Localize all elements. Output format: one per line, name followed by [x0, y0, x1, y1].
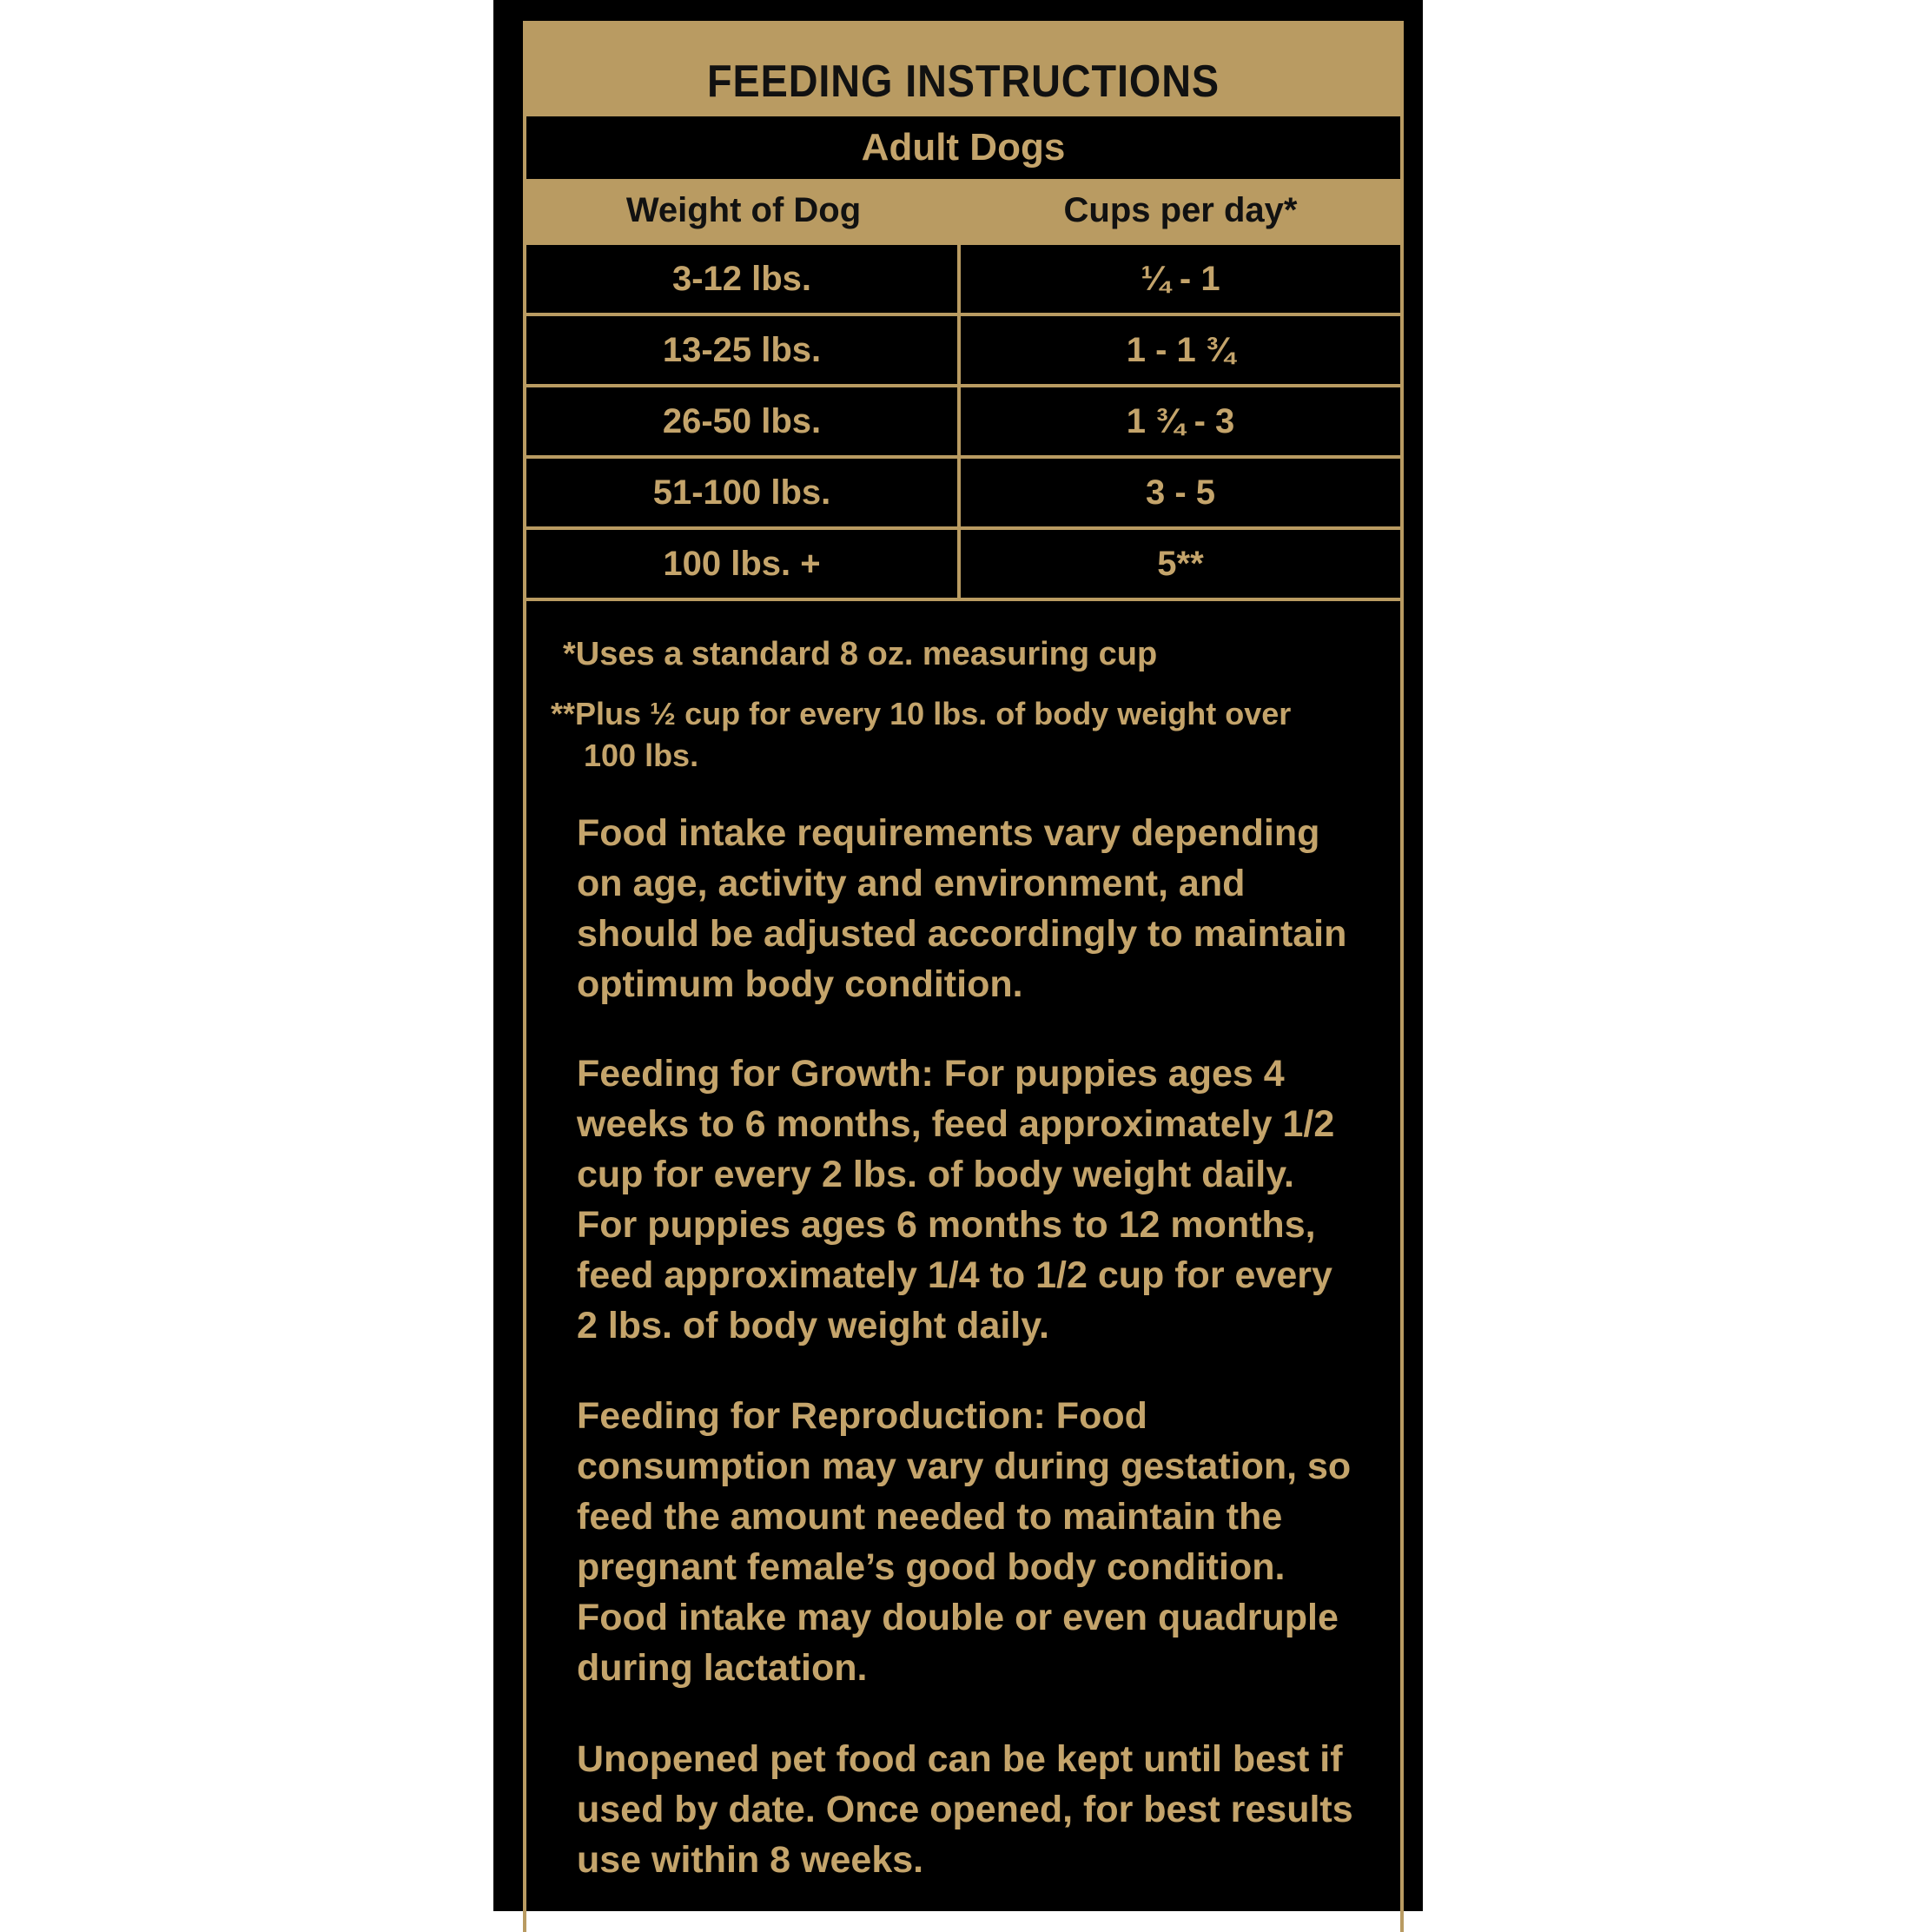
table-header [526, 179, 1400, 242]
table-row [526, 316, 1400, 387]
section-heading: Adult Dogs [530, 116, 1397, 179]
footnote-cup-size: *Uses a standard 8 oz. measuring cup [563, 636, 1158, 672]
paragraph-growth: Feeding for Growth: For puppies ages 4 weeks to 6 months, feed approximately 1/2 cup for every 2 lbs. of body weight daily. For puppies ages 6 months to 12 months, feed approximately 1/4 to 1/2 cup for every 2 lbs. of body weight daily. [577, 1053, 1335, 1346]
feeding-table [526, 242, 1400, 601]
weight-cell: 13-25 lbs. [662, 331, 822, 369]
footnote-large-dogs [551, 693, 1332, 777]
footnote-line-1: **Plus ½ cup for every 10 lbs. of body weight over [551, 696, 1292, 731]
weight-cell: 26-50 lbs. [662, 402, 822, 440]
paragraph-storage: Unopened pet food can be kept until best if used by date. Once opened, for best results use within 8 weeks. [577, 1738, 1353, 1881]
table-row [526, 387, 1400, 459]
table-row [526, 245, 1400, 316]
cups-cell: ¼ - 1 [1141, 260, 1220, 298]
weight-cell: 100 lbs. + [663, 545, 821, 583]
paragraph-reproduction: Feeding for Reproduction: Food consumption may vary during gestation, so feed the amount needed to maintain the pregnant female’s good body condition. Food intake may double or even quadruple during lactation. [577, 1395, 1352, 1689]
header-weight: Weight of Dog [625, 191, 862, 229]
paragraph-intake: Food intake requirements vary depending on age, activity and environment, and should be adjusted accordingly to maintain optimum body condition. [577, 812, 1347, 1005]
footnote-line-2: 100 lbs. [584, 738, 699, 773]
page-title: FEEDING INSTRUCTIONS [706, 56, 1220, 107]
header-cups: Cups per day* [1063, 191, 1298, 229]
weight-cell: 3-12 lbs. [671, 260, 812, 298]
table-row [526, 530, 1400, 598]
cups-cell: 3 - 5 [1145, 473, 1216, 512]
cups-cell: 5** [1157, 545, 1204, 583]
weight-cell: 51-100 lbs. [652, 473, 831, 512]
feeding-panel [493, 0, 1423, 1911]
table-row [526, 459, 1400, 530]
cups-cell: 1 ¾ - 3 [1126, 402, 1235, 440]
cups-cell: 1 - 1 ¾ [1126, 331, 1235, 369]
